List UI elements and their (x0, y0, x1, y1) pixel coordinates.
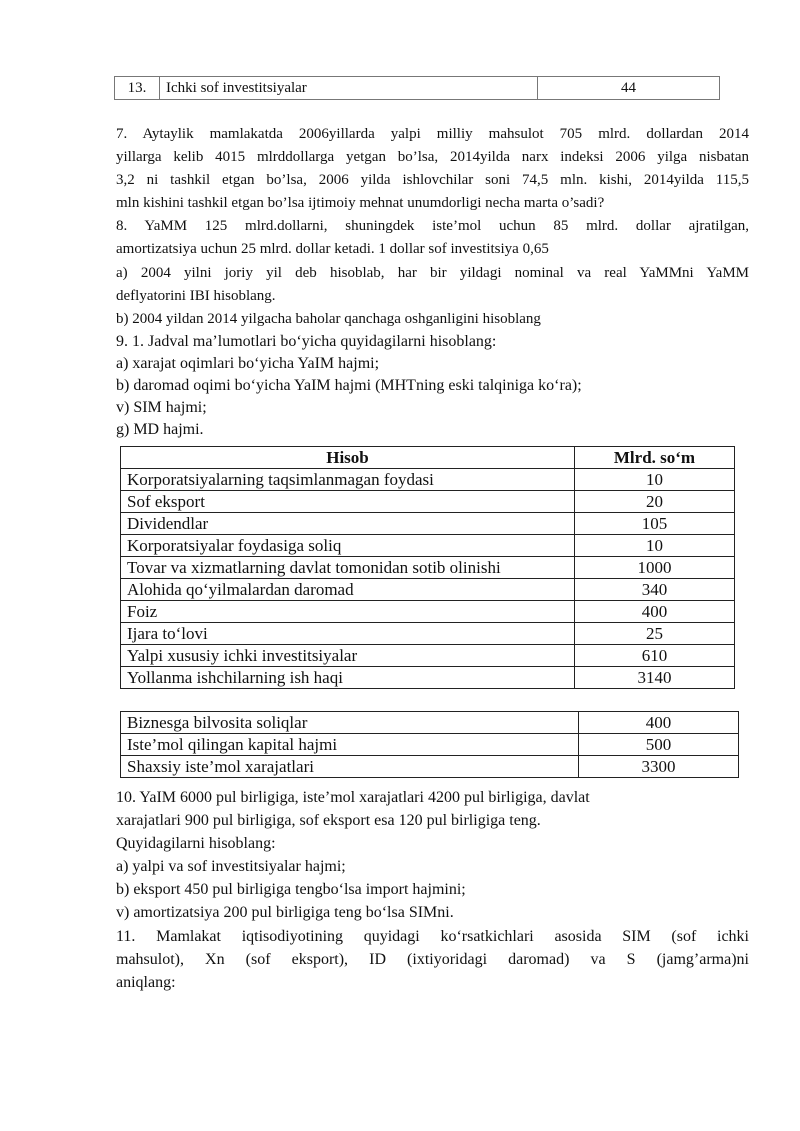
table-row (121, 491, 735, 513)
p7-line-2: yillarga kelib 4015 mlrddollarga yetgan bo’lsa, 2014yilda narx indeksi 2006 yilga nisbatan (116, 149, 749, 165)
account-name: Sof eksport (121, 491, 575, 513)
p9-line-4: v) SIM hajmi; (116, 399, 207, 416)
p7-line-1: 7. Aytaylik mamlakatda 2006yillarda yalpi milliy mahsulot 705 mlrd. dollardan 2014 (116, 126, 749, 142)
p9-line-3: b) daromad oqimi bo‘yicha YaIM hajmi (MHTning eski talqiniga ko‘ra); (116, 377, 582, 394)
table-row (121, 601, 735, 623)
account-name: Yalpi xususiy ichki investitsiyalar (121, 645, 575, 667)
account-name: Shaxsiy iste’mol xarajatlari (121, 756, 579, 778)
table-row (121, 667, 735, 689)
top-table-row (114, 76, 720, 100)
account-value: 340 (575, 579, 735, 601)
account-value: 10 (575, 535, 735, 557)
p7-line-3: 3,2 ni tashkil etgan bo’lsa, 2006 yilda ishlovchilar soni 74,5 mln. kishi, 2014yilda 115,5 (116, 172, 749, 188)
account-value: 500 (579, 734, 739, 756)
account-name: Tovar va xizmatlarning davlat tomonidan sotib olinishi (121, 557, 575, 579)
table-row (121, 513, 735, 535)
table-row (121, 579, 735, 601)
account-value: 1000 (575, 557, 735, 579)
p10-line-6: v) amortizatsiya 200 pul birligiga teng bo‘lsa SIMni. (116, 904, 454, 921)
account-value: 610 (575, 645, 735, 667)
account-value: 3140 (575, 667, 735, 689)
header-amount: Mlrd. so‘m (575, 447, 735, 469)
account-value: 10 (575, 469, 735, 491)
p9-line-1: 9. 1. Jadval ma’lumotlari bo‘yicha quyidagilarni hisoblang: (116, 333, 497, 350)
p8-line-1: 8. YaMM 125 mlrd.dollarni, shuningdek iste’mol uchun 85 mlrd. dollar ajratilgan, (116, 218, 749, 234)
table-row (121, 535, 735, 557)
table-row (121, 734, 739, 756)
table-row (121, 756, 739, 778)
header-account: Hisob (121, 447, 575, 469)
row-number: 13. (115, 77, 160, 99)
account-value: 400 (579, 712, 739, 734)
account-value: 25 (575, 623, 735, 645)
account-name: Iste’mol qilingan kapital hajmi (121, 734, 579, 756)
p8-line-5: b) 2004 yildan 2014 yilgacha baholar qanchaga oshganligini hisoblang (116, 311, 541, 327)
p9-line-2: a) xarajat oqimlari bo‘yicha YaIM hajmi; (116, 355, 380, 372)
p11-line-1: 11. Mamlakat iqtisodiyotining quyidagi ko‘rsatkichlari asosida SIM (sof ichki (116, 928, 749, 945)
p10-line-5: b) eksport 450 pul birligiga tengbo‘lsa import hajmini; (116, 881, 466, 898)
p11-line-2: mahsulot), Xn (sof eksport), ID (ixtiyoridagi daromad) va S (jamg’arma)ni (116, 951, 749, 968)
p10-line-4: a) yalpi va sof investitsiyalar hajmi; (116, 858, 346, 875)
table-row (121, 645, 735, 667)
account-value: 105 (575, 513, 735, 535)
account-value: 3300 (579, 756, 739, 778)
row-name: Ichki sof investitsiyalar (160, 77, 538, 99)
p8-line-3: a) 2004 yilni joriy yil deb hisoblab, har bir yildagi nominal va real YaMMni YaMM (116, 265, 749, 281)
account-value: 20 (575, 491, 735, 513)
p8-line-4: deflyatorini IBI hisoblang. (116, 288, 276, 304)
p9-line-5: g) MD hajmi. (116, 421, 204, 438)
account-name: Foiz (121, 601, 575, 623)
account-name: Korporatsiyalarning taqsimlanmagan foydasi (121, 469, 575, 491)
p10-line-3: Quyidagilarni hisoblang: (116, 835, 276, 852)
p11-line-3: aniqlang: (116, 974, 176, 991)
table-row (121, 469, 735, 491)
row-value: 44 (621, 79, 636, 96)
account-name: Ijara to‘lovi (121, 623, 575, 645)
table-row (121, 623, 735, 645)
p10-line-1: 10. YaIM 6000 pul birligiga, iste’mol xarajatlari 4200 pul birligiga, davlat (116, 789, 590, 806)
account-value: 400 (575, 601, 735, 623)
p8-line-2: amortizatsiya uchun 25 mlrd. dollar ketadi. 1 dollar sof investitsiya 0,65 (116, 241, 549, 257)
account-name: Dividendlar (121, 513, 575, 535)
account-name: Korporatsiyalar foydasiga soliq (121, 535, 575, 557)
table-row (121, 712, 739, 734)
account-name: Biznesga bilvosita soliqlar (121, 712, 579, 734)
accounts-table-continued (120, 711, 739, 778)
table-header-row (121, 447, 735, 469)
account-name: Alohida qo‘yilmalardan daromad (121, 579, 575, 601)
p10-line-2: xarajatlari 900 pul birligiga, sof eksport esa 120 pul birligiga teng. (116, 812, 541, 829)
p7-line-4: mln kishini tashkil etgan bo’lsa ijtimoiy mehnat unumdorligi necha marta o’sadi? (116, 195, 605, 211)
account-name: Yollanma ishchilarning ish haqi (121, 667, 575, 689)
table-row (121, 557, 735, 579)
accounts-table (120, 446, 735, 689)
